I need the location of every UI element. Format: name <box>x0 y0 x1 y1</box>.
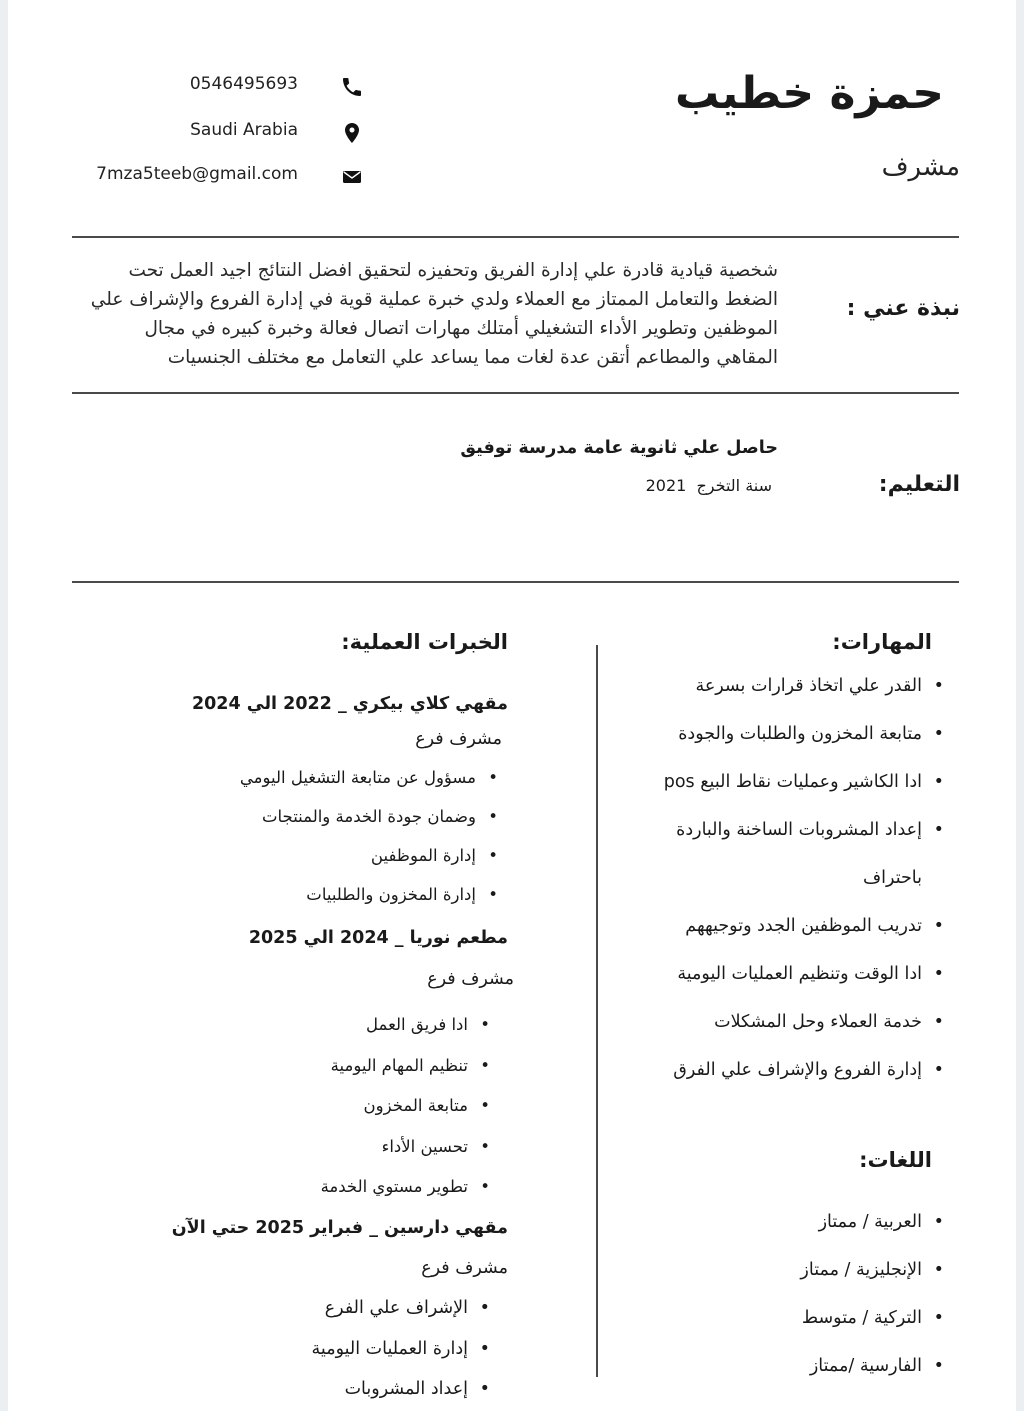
about-line: شخصية قيادية قادرة علي إدارة الفريق وتحفيزه لتحقيق افضل النتائج اجيد العمل تحت <box>128 260 778 281</box>
duty-item: • تطوير مستوي الخدمة <box>168 1177 468 1218</box>
about-text <box>68 256 778 372</box>
about-line: الموظفين وتطوير الأداء التشغيلي أمتلك مهارات اتصال فعالة وخبرة كبيره في مجال <box>144 318 778 339</box>
duty-item: • تحسين الأداء <box>168 1137 468 1178</box>
resume-name: حمزة خطيب <box>675 68 944 119</box>
skills-list <box>582 676 922 868</box>
job-role: مشرف فرع <box>421 1258 508 1278</box>
skills-list-continued <box>582 916 922 1108</box>
job-role: مشرف فرع <box>415 729 502 749</box>
phone-icon <box>340 75 364 99</box>
phone-text: 0546495693 <box>189 74 298 94</box>
duty-item: • مسؤول عن متابعة التشغيل اليومي <box>176 768 476 807</box>
divider-education-bottom <box>72 581 959 583</box>
location-text: Saudi Arabia <box>190 120 298 140</box>
duty-item: • إعداد المشروبات <box>168 1379 468 1420</box>
divider-about-bottom <box>72 392 959 394</box>
duty-item: • الإشراف علي الفرع <box>168 1298 468 1339</box>
education-degree: حاصل علي ثانوية عامة مدرسة توفيق <box>460 438 778 458</box>
duty-item: • إدارة العمليات اليومية <box>168 1339 468 1380</box>
job-role: مشرف فرع <box>427 969 514 989</box>
job-heading: مقهي دارسين _ فبراير 2025 حتي الآن <box>171 1218 508 1238</box>
duty-item: • تنظيم المهام اليومية <box>168 1056 468 1097</box>
languages-label: اللغات: <box>859 1148 932 1172</box>
page-edge-left <box>0 0 8 1411</box>
duty-item: • إدارة المخزون والطلبيات <box>176 885 476 924</box>
language-item: • الإنجليزية / ممتاز <box>622 1260 922 1308</box>
job-duties <box>168 1298 468 1420</box>
skill-item: • القدر علي اتخاذ قرارات بسرعة <box>582 676 922 724</box>
envelope-icon <box>340 165 364 189</box>
job-duties <box>176 768 476 924</box>
skill-item: • خدمة العملاء وحل المشكلات <box>582 1012 922 1060</box>
duty-item: • إدارة الموظفين <box>176 846 476 885</box>
skill-item: • إدارة الفروع والإشراف علي الفرق <box>582 1060 922 1108</box>
divider-top <box>72 236 959 238</box>
job-duties <box>168 1015 468 1218</box>
language-item: • العربية / ممتاز <box>622 1212 922 1260</box>
email-text[interactable]: 7mza5teeb@gmail.com <box>96 164 298 184</box>
education-label: التعليم: <box>878 472 960 497</box>
about-line: الضغط والتعامل الممتاز مع العملاء ولدي خبرة عملية قوية في إدارة الفروع والإشراف علي <box>90 289 778 310</box>
graduation-year: 2021 <box>645 476 687 495</box>
resume-title: مشرف <box>881 152 960 182</box>
location-pin-icon <box>340 121 364 145</box>
skill-item: • تدريب الموظفين الجدد وتوجيههم <box>582 916 922 964</box>
duty-item: • ادا فريق العمل <box>168 1015 468 1056</box>
skill-item: • إعداد المشروبات الساخنة والباردة <box>582 820 922 868</box>
skill-item: • ادا الكاشير وعمليات نقاط البيع pos <box>582 772 922 820</box>
job-heading: مقهي كلاي بيكري _ 2022 الي 2024 <box>191 694 508 714</box>
experience-label: الخبرات العملية: <box>341 630 508 654</box>
skill-item: • ادا الوقت وتنظيم العمليات اليومية <box>582 964 922 1012</box>
languages-list <box>622 1212 922 1404</box>
graduation-line <box>646 476 772 495</box>
about-label: نبذة عني : <box>846 296 960 321</box>
job-heading: مطعم نوريا _ 2024 الي 2025 <box>248 928 508 948</box>
duty-item: • متابعة المخزون <box>168 1096 468 1137</box>
skills-label: المهارات: <box>832 630 932 654</box>
language-item: • الفارسية /ممتاز <box>622 1356 922 1404</box>
graduation-label: سنة التخرج <box>696 476 772 495</box>
page-edge-right <box>1016 0 1024 1411</box>
about-line: المقاهي والمطاعم أتقن عدة لغات مما يساعد علي التعامل مع مختلف الجنسيات <box>167 347 778 368</box>
skill-item: • متابعة المخزون والطلبات والجودة <box>582 724 922 772</box>
skill-item-continuation: باحتراف <box>863 868 922 888</box>
language-item: • التركية / متوسط <box>622 1308 922 1356</box>
duty-item: • وضمان جودة الخدمة والمنتجات <box>176 807 476 846</box>
